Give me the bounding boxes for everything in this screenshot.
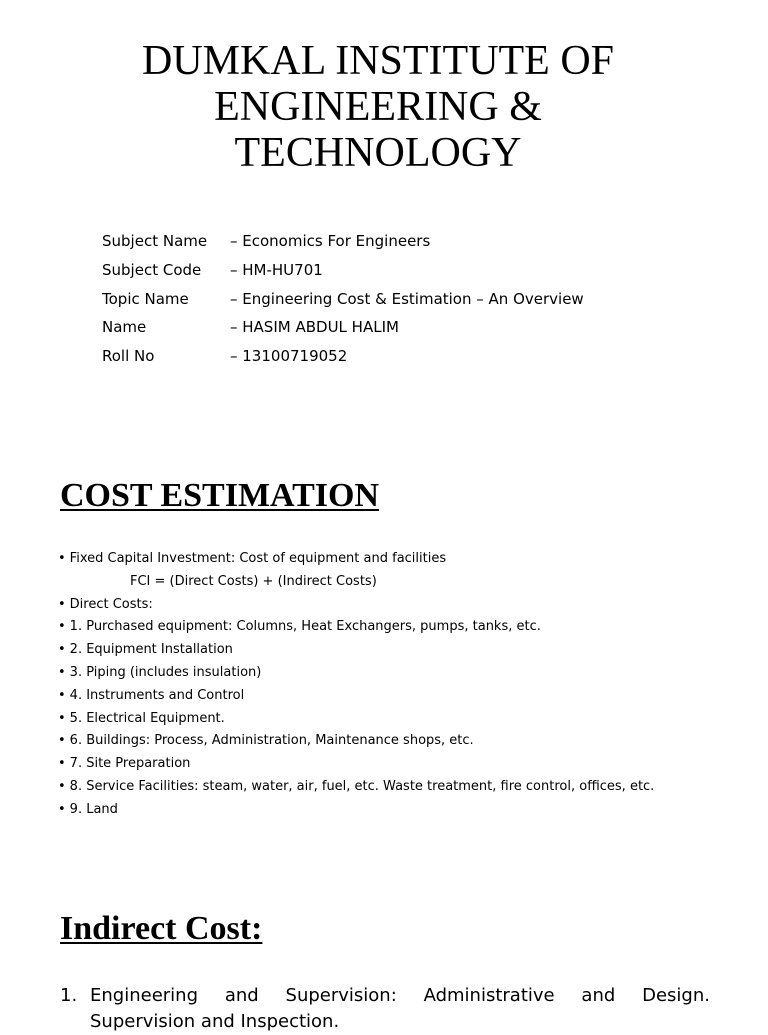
list-item-text: 2. Equipment Installation [69, 642, 233, 658]
list-item-text: Direct Costs: [69, 596, 153, 612]
list-item-text: Fixed Capital Investment: Cost of equipment and facilities [69, 551, 447, 566]
bullet-icon: • [58, 596, 66, 612]
info-value: – HASIM ABDUL HALIM [230, 318, 399, 337]
list-item [58, 548, 654, 571]
list-item-text: 9. Land [69, 801, 118, 817]
list-item-text: 5. Electrical Equipment. [69, 710, 225, 726]
list-item-text: 4. Instruments and Control [69, 687, 245, 703]
info-label: Subject Code [102, 260, 202, 279]
cost-estimation-list [58, 548, 654, 822]
bullet-icon: • [58, 642, 66, 658]
info-label: Topic Name [102, 289, 189, 308]
info-label: Subject Name [102, 232, 208, 250]
bullet-icon: • [58, 778, 66, 794]
info-value: – 13100719052 [230, 347, 348, 366]
list-item [58, 594, 654, 617]
list-item-formula [58, 571, 654, 594]
list-item [58, 616, 654, 639]
bullet-icon: • [58, 687, 66, 703]
info-value: – Engineering Cost & Estimation – An Overview [230, 289, 584, 308]
fci-formula: FCI = (Direct Costs) + (Indirect Costs) [130, 573, 377, 589]
list-item [58, 730, 654, 753]
list-item [58, 662, 654, 685]
bullet-icon: • [58, 801, 66, 817]
bullet-icon: • [58, 756, 66, 772]
bullet-icon: • [58, 551, 66, 566]
cost-estimation-heading: COST ESTIMATION [60, 477, 379, 514]
title-line-2: ENGINEERING & [214, 84, 542, 130]
list-item-text: Engineering and Supervision: Administrative and Design. Supervision and Inspection. [90, 985, 710, 1032]
list-item [58, 708, 654, 731]
list-item-text: 6. Buildings: Process, Administration, Maintenance shops, etc. [69, 733, 474, 749]
indirect-cost-heading: Indirect Cost: [60, 910, 263, 947]
list-item [58, 685, 654, 708]
info-value: – HM-HU701 [230, 260, 323, 279]
bullet-icon: • [58, 664, 66, 680]
list-item-text: 3. Piping (includes insulation) [69, 664, 262, 680]
list-item-text: 1. Purchased equipment: Columns, Heat Exchangers, pumps, tanks, etc. [69, 619, 541, 635]
info-label: Name [102, 318, 147, 337]
list-item [60, 983, 710, 1035]
title-line-3: TECHNOLOGY [234, 130, 522, 176]
info-value: – Economics For Engineers [230, 232, 431, 250]
list-item [58, 776, 654, 799]
list-item [58, 753, 654, 776]
info-label: Roll No [102, 347, 155, 366]
institute-title [0, 38, 756, 176]
indirect-cost-list [60, 983, 710, 1035]
bullet-icon: • [58, 710, 66, 726]
bullet-icon: • [58, 733, 66, 749]
list-item [58, 639, 654, 662]
list-item-text: 7. Site Preparation [69, 756, 191, 772]
list-item-text: 8. Service Facilities: steam, water, air, fuel, etc. Waste treatment, fire control, offices, etc. [69, 778, 655, 794]
bullet-icon: • [58, 619, 66, 635]
list-item [58, 799, 654, 822]
title-line-1: DUMKAL INSTITUTE OF [141, 38, 615, 84]
list-item-number: 1. [60, 985, 78, 1006]
